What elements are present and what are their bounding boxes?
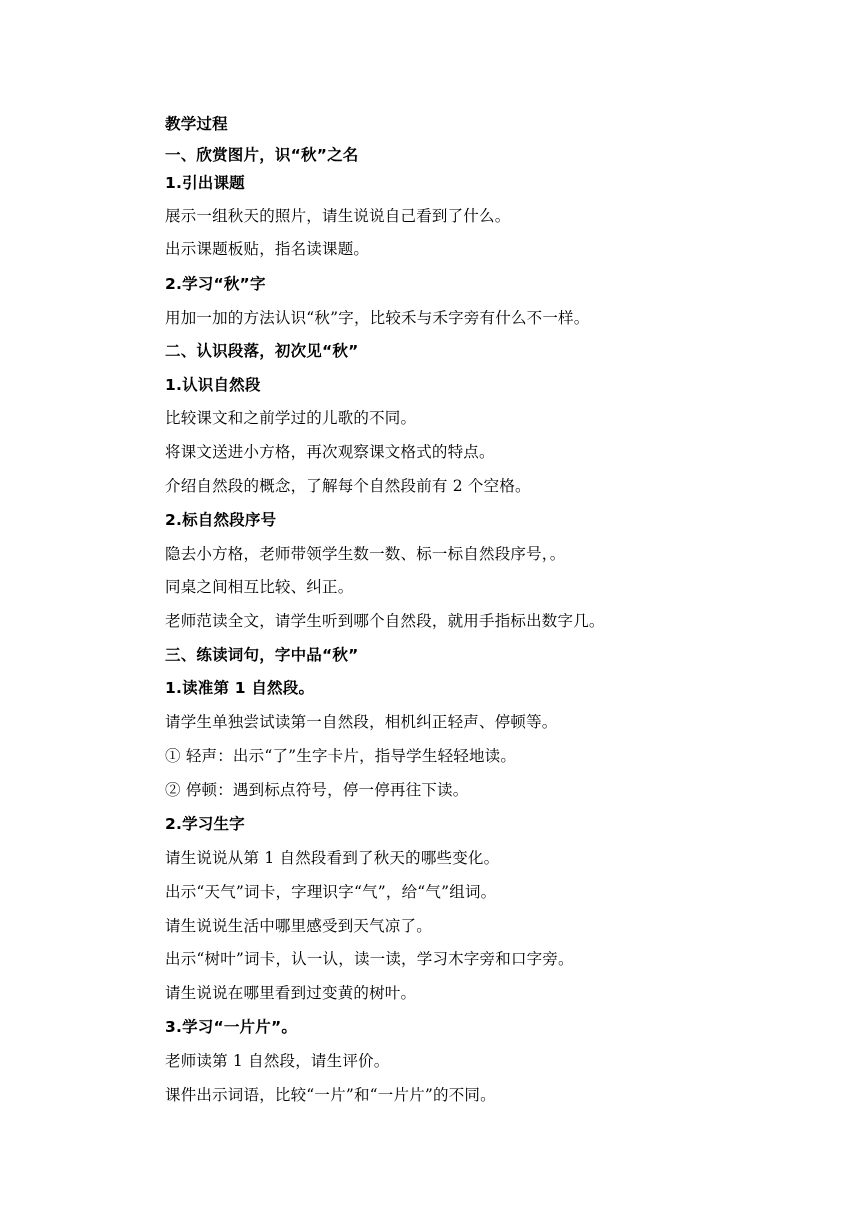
paragraph-line: 老师范读全文，请学生听到哪个自然段，就用手指标出数字几。 — [165, 612, 605, 630]
paragraph-line: 请生说说从第 1 自然段看到了秋天的哪些变化。 — [165, 849, 500, 867]
paragraph-line: 请生说说生活中哪里感受到天气凉了。 — [165, 917, 432, 935]
subheading-2-2: 2.标自然段序号 — [165, 511, 277, 529]
list-item-pause: ② 停顿：遇到标点符号，停一停再往下读。 — [165, 781, 469, 799]
paragraph-line: 课件出示词语，比较“一片”和“一片片”的不同。 — [165, 1086, 496, 1104]
paragraph-line: 出示“天气”词卡，字理识字“气”，给“气”组词。 — [165, 883, 497, 901]
paragraph-line: 将课文送进小方格，再次观察课文格式的特点。 — [165, 443, 495, 461]
paragraph-line: 请学生单独尝试读第一自然段，相机纠正轻声、停顿等。 — [165, 713, 558, 731]
subheading-1-1: 1.引出课题 — [165, 174, 245, 192]
paragraph-line: 出示“树叶”词卡，认一认，读一读，学习木字旁和口字旁。 — [165, 950, 574, 968]
section-heading-2: 二、认识段落，初次见“秋” — [165, 342, 359, 360]
paragraph-line: 隐去小方格，老师带领学生数一数、标一标自然段序号，。 — [165, 545, 566, 563]
paragraph-line: 出示课题板贴，指名读课题。 — [165, 240, 370, 258]
section-heading-1: 一、欣赏图片，识“秋”之名 — [165, 146, 359, 164]
subheading-3-1: 1.读准第 1 自然段。 — [165, 679, 315, 697]
paragraph-line: 比较课文和之前学过的儿歌的不同。 — [165, 409, 417, 427]
paragraph-line: 同桌之间相互比较、纠正。 — [165, 578, 354, 596]
subheading-1-2: 2.学习“秋”字 — [165, 275, 266, 293]
paragraph-line: 介绍自然段的概念，了解每个自然段前有 2 个空格。 — [165, 477, 531, 495]
paragraph-line: 老师读第 1 自然段，请生评价。 — [165, 1052, 390, 1070]
subheading-3-2: 2.学习生字 — [165, 815, 245, 833]
paragraph-line: 用加一加的方法认识“秋”字，比较禾与禾字旁有什么不一样。 — [165, 309, 590, 327]
subheading-3-3: 3.学习“一片片”。 — [165, 1018, 298, 1036]
subheading-2-1: 1.认识自然段 — [165, 376, 261, 394]
list-item-light-tone: ① 轻声：出示“了”生字卡片，指导学生轻轻地读。 — [165, 747, 517, 765]
heading-teaching-process: 教学过程 — [165, 115, 228, 133]
section-heading-3: 三、练读词句，字中品“秋” — [165, 646, 359, 664]
paragraph-line: 展示一组秋天的照片，请生说说自己看到了什么。 — [165, 207, 511, 225]
paragraph-line: 请生说说在哪里看到过变黄的树叶。 — [165, 984, 417, 1002]
